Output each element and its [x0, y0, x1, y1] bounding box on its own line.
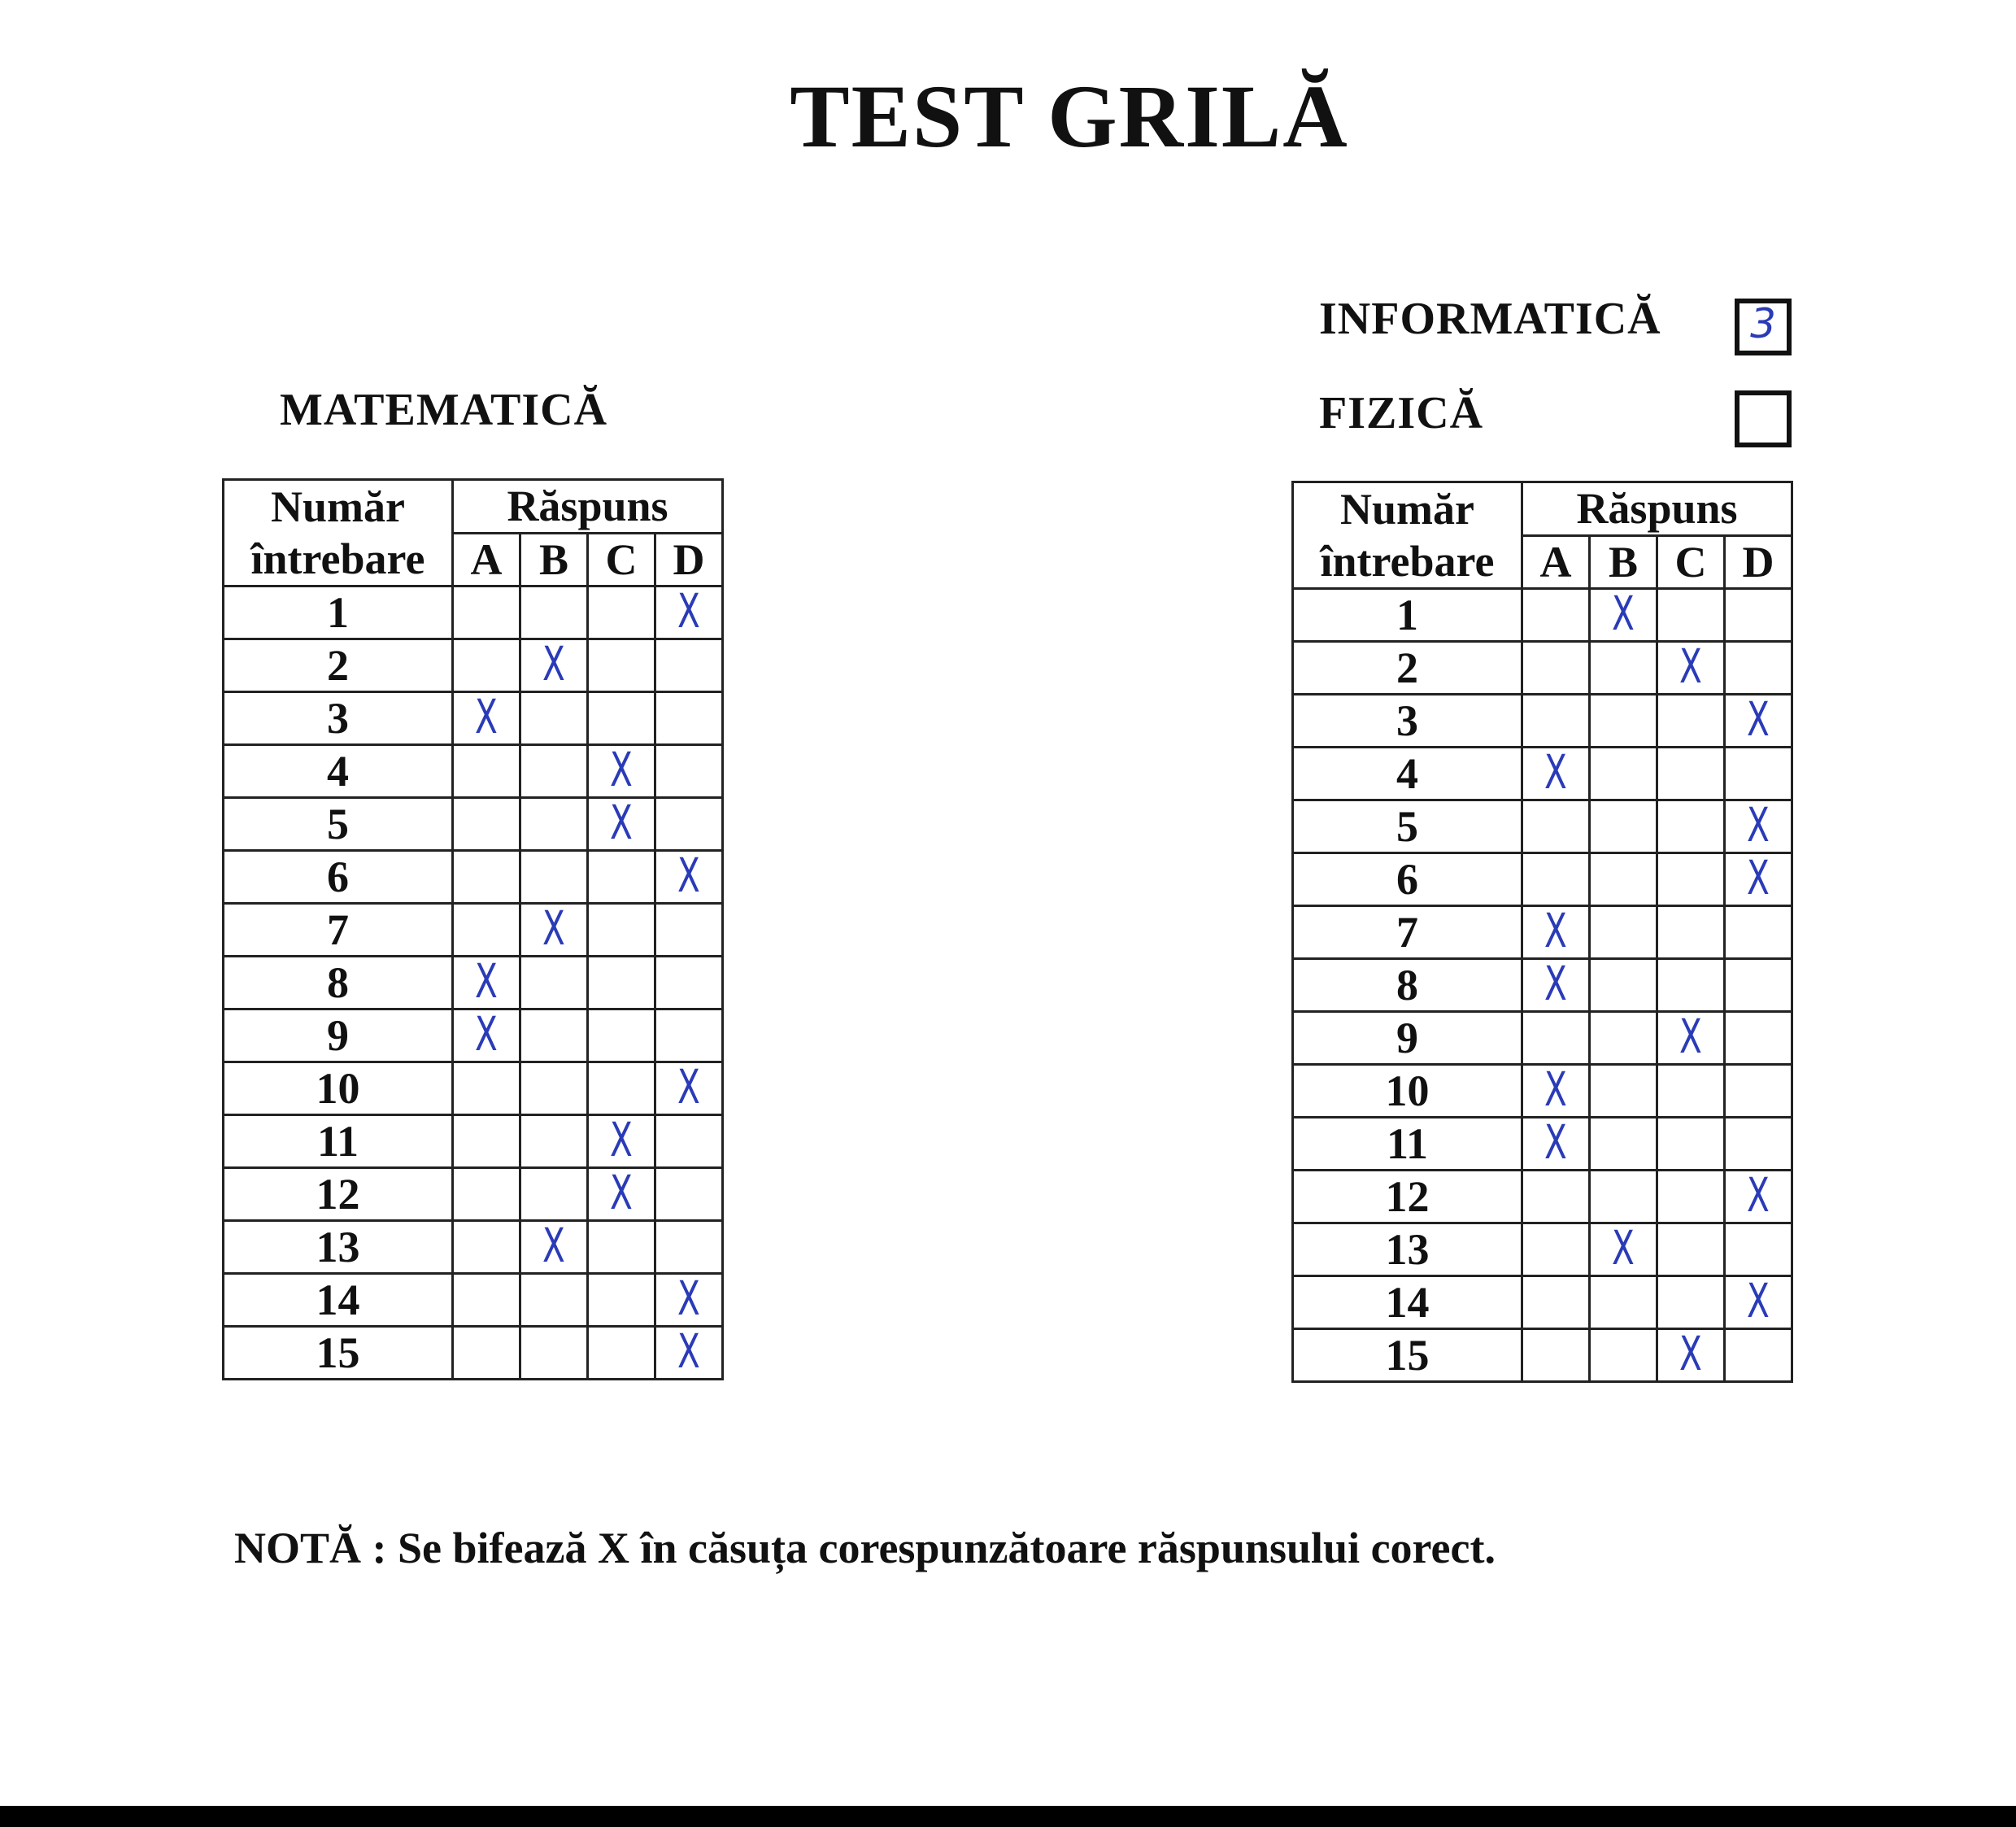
answer-cell-a[interactable]: [453, 639, 520, 692]
answer-cell-d[interactable]: [1725, 1223, 1792, 1276]
answer-cell-a[interactable]: [453, 1115, 520, 1168]
handwritten-x-mark: X: [677, 848, 700, 903]
answer-cell-b[interactable]: [520, 586, 588, 639]
handwritten-x-mark: X: [542, 1218, 565, 1273]
question-number: 3: [1293, 695, 1522, 748]
answer-cell-b[interactable]: [1590, 906, 1657, 959]
question-number: 8: [1293, 959, 1522, 1012]
answer-cell-c[interactable]: [1657, 695, 1725, 748]
question-number: 7: [224, 904, 453, 957]
answer-cell-d[interactable]: [1725, 959, 1792, 1012]
answer-row: [1293, 1223, 1792, 1276]
answer-cell-d[interactable]: [1725, 1012, 1792, 1065]
answer-cell-c[interactable]: [588, 1221, 655, 1274]
question-number: 14: [1293, 1276, 1522, 1329]
answer-cell-c[interactable]: [1657, 1276, 1725, 1329]
answer-cell-a[interactable]: [453, 1062, 520, 1115]
option-header-b: B: [1590, 535, 1657, 589]
answer-row: [224, 692, 723, 745]
answer-cell-a[interactable]: [1522, 1012, 1590, 1065]
handwritten-x-mark: X: [542, 636, 565, 691]
answer-cell-a[interactable]: [1522, 1223, 1590, 1276]
question-number: 11: [224, 1115, 453, 1168]
answer-cell-c[interactable]: [588, 1165, 655, 1221]
answer-cell-c[interactable]: [588, 795, 655, 851]
option-header-d: D: [655, 533, 723, 586]
option-header-a: A: [453, 533, 520, 586]
answer-cell-d[interactable]: [1725, 1273, 1792, 1329]
option-header-d: D: [1725, 535, 1792, 589]
answer-row: [224, 639, 723, 692]
answer-cell-c[interactable]: [1657, 959, 1725, 1012]
answer-cell-a[interactable]: [1522, 800, 1590, 853]
handwritten-x-mark: X: [1747, 797, 1770, 852]
question-number: 15: [224, 1327, 453, 1380]
answer-cell-d[interactable]: [1725, 797, 1792, 853]
answer-cell-b[interactable]: [1590, 695, 1657, 748]
question-number: 9: [224, 1009, 453, 1062]
handwritten-x-mark: X: [1544, 1062, 1567, 1117]
answer-cell-c[interactable]: [1657, 1118, 1725, 1171]
answer-cell-d[interactable]: [655, 798, 723, 851]
question-number: 4: [1293, 748, 1522, 800]
answer-cell-a[interactable]: [453, 745, 520, 798]
answer-cell-a[interactable]: [1522, 956, 1590, 1012]
answer-cell-d[interactable]: [655, 848, 723, 904]
question-number: 11: [1293, 1118, 1522, 1171]
answer-cell-c[interactable]: [1657, 1326, 1725, 1382]
answer-cell-a[interactable]: [453, 953, 520, 1009]
question-number: 12: [224, 1168, 453, 1221]
question-number: 14: [224, 1274, 453, 1327]
handwritten-x-mark: X: [542, 900, 565, 956]
answer-cell-b[interactable]: [520, 1062, 588, 1115]
answer-row: [224, 586, 723, 639]
answer-cell-c[interactable]: [588, 1062, 655, 1115]
answer-row: [224, 1327, 723, 1380]
answer-cell-b[interactable]: [520, 1115, 588, 1168]
answer-cell-a[interactable]: [1522, 1114, 1590, 1171]
answer-row: [1293, 1118, 1792, 1171]
answer-cell-b[interactable]: [1590, 959, 1657, 1012]
answer-cell-b[interactable]: [520, 745, 588, 798]
answer-cell-d[interactable]: [655, 692, 723, 745]
answer-cell-c[interactable]: [1657, 1009, 1725, 1065]
answer-cell-d[interactable]: [1725, 691, 1792, 748]
handwritten-x-mark: X: [677, 1059, 700, 1114]
fizica-label: FIZICĂ: [1319, 388, 1484, 438]
answer-row: [1293, 1276, 1792, 1329]
answer-cell-c[interactable]: [1657, 639, 1725, 695]
answer-cell-a[interactable]: [453, 1006, 520, 1062]
answer-cell-b[interactable]: [520, 636, 588, 692]
answer-row: [1293, 748, 1792, 800]
handwritten-x-mark: X: [475, 953, 498, 1009]
answer-cell-c[interactable]: [1657, 906, 1725, 959]
question-number-header: Număr întrebare: [1293, 482, 1522, 589]
answer-cell-c[interactable]: [588, 1274, 655, 1327]
answer-cell-a[interactable]: [1522, 1171, 1590, 1223]
answer-row: [1293, 642, 1792, 695]
informatica-checkbox-value: 3: [1750, 300, 1776, 347]
answer-cell-b[interactable]: [520, 1218, 588, 1274]
answer-cell-d[interactable]: [1725, 906, 1792, 959]
answer-row: [224, 1168, 723, 1221]
handwritten-x-mark: X: [1544, 744, 1567, 800]
handwritten-x-mark: X: [1679, 1009, 1702, 1064]
answer-cell-a[interactable]: [453, 798, 520, 851]
handwritten-x-mark: X: [475, 689, 498, 744]
handwritten-x-mark: X: [610, 742, 633, 797]
answer-cell-d[interactable]: [1725, 1329, 1792, 1382]
answer-cell-b[interactable]: [520, 798, 588, 851]
handwritten-x-mark: X: [610, 795, 633, 850]
answer-cell-d[interactable]: [655, 583, 723, 639]
answer-header: Răspuns: [453, 480, 723, 534]
answer-cell-d[interactable]: [655, 957, 723, 1009]
option-header-b: B: [520, 533, 588, 586]
option-header-c: C: [588, 533, 655, 586]
answer-cell-b[interactable]: [1590, 853, 1657, 906]
question-number: 10: [224, 1062, 453, 1115]
question-number: 15: [1293, 1329, 1522, 1382]
answer-cell-a[interactable]: [1522, 853, 1590, 906]
answer-cell-b[interactable]: [520, 957, 588, 1009]
answer-cell-d[interactable]: [655, 1009, 723, 1062]
answer-cell-d[interactable]: [655, 1271, 723, 1327]
answer-cell-c[interactable]: [588, 639, 655, 692]
question-number: 13: [1293, 1223, 1522, 1276]
handwritten-x-mark: X: [677, 1271, 700, 1326]
answer-row: [224, 1062, 723, 1115]
answer-cell-b[interactable]: [1590, 586, 1657, 642]
handwritten-x-mark: X: [610, 1112, 633, 1167]
answer-cell-c[interactable]: [1657, 748, 1725, 800]
answer-cell-a[interactable]: [1522, 1329, 1590, 1382]
question-number: 10: [1293, 1065, 1522, 1118]
answer-cell-d[interactable]: [1725, 1167, 1792, 1223]
answer-cell-c[interactable]: [588, 957, 655, 1009]
answer-cell-d[interactable]: [1725, 1118, 1792, 1171]
answer-cell-c[interactable]: [588, 1112, 655, 1168]
answer-cell-a[interactable]: [1522, 1062, 1590, 1118]
instruction-note: NOTĂ : Se bifează X în căsuța corespunzătoare răspunsului corect.: [234, 1524, 1496, 1572]
question-number: 5: [1293, 800, 1522, 853]
answer-cell-c[interactable]: [1657, 589, 1725, 642]
question-number: 13: [224, 1221, 453, 1274]
question-number: 5: [224, 798, 453, 851]
answer-cell-a[interactable]: [1522, 744, 1590, 800]
answer-cell-b[interactable]: [1590, 1012, 1657, 1065]
answer-cell-a[interactable]: [453, 586, 520, 639]
answer-row: [1293, 1065, 1792, 1118]
answer-header: Răspuns: [1522, 482, 1792, 536]
answer-cell-d[interactable]: [1725, 1065, 1792, 1118]
answer-cell-a[interactable]: [453, 1221, 520, 1274]
answer-cell-a[interactable]: [1522, 903, 1590, 959]
answer-cell-b[interactable]: [520, 851, 588, 904]
option-header-c: C: [1657, 535, 1725, 589]
answer-cell-b[interactable]: [1590, 642, 1657, 695]
answer-row: [224, 1115, 723, 1168]
answer-row: [224, 851, 723, 904]
answer-cell-c[interactable]: [1657, 800, 1725, 853]
informatica-answer-table: [1291, 481, 1793, 1383]
scan-edge: [0, 1806, 2016, 1827]
question-number: 8: [224, 957, 453, 1009]
answer-cell-a[interactable]: [1522, 642, 1590, 695]
question-number: 7: [1293, 906, 1522, 959]
answer-cell-a[interactable]: [453, 851, 520, 904]
handwritten-x-mark: X: [1544, 903, 1567, 958]
answer-cell-a[interactable]: [1522, 695, 1590, 748]
answer-cell-b[interactable]: [1590, 748, 1657, 800]
option-header-a: A: [1522, 535, 1590, 589]
answer-cell-b[interactable]: [520, 1009, 588, 1062]
answer-row: [224, 798, 723, 851]
answer-row: [1293, 1329, 1792, 1382]
matematica-label: MATEMATICĂ: [280, 385, 608, 435]
handwritten-x-mark: X: [1679, 639, 1702, 694]
answer-cell-c[interactable]: [588, 1009, 655, 1062]
handwritten-x-mark: X: [475, 1006, 498, 1062]
handwritten-x-mark: X: [1544, 956, 1567, 1011]
answer-row: [1293, 695, 1792, 748]
question-number: 1: [1293, 589, 1522, 642]
answer-cell-c[interactable]: [588, 1327, 655, 1380]
answer-cell-d[interactable]: [1725, 642, 1792, 695]
answer-cell-a[interactable]: [1522, 589, 1590, 642]
answer-cell-d[interactable]: [655, 1115, 723, 1168]
answer-row: [224, 904, 723, 957]
answer-cell-c[interactable]: [588, 904, 655, 957]
answer-cell-c[interactable]: [1657, 1065, 1725, 1118]
handwritten-x-mark: X: [677, 1323, 700, 1379]
answer-cell-b[interactable]: [1590, 800, 1657, 853]
informatica-checkbox[interactable]: [1735, 299, 1792, 355]
answer-cell-b[interactable]: [520, 692, 588, 745]
answer-cell-c[interactable]: [588, 586, 655, 639]
answer-cell-c[interactable]: [1657, 1171, 1725, 1223]
answer-cell-b[interactable]: [520, 900, 588, 957]
handwritten-x-mark: X: [1612, 586, 1635, 641]
page-title: TEST GRILĂ: [790, 67, 1349, 166]
answer-cell-b[interactable]: [520, 1168, 588, 1221]
answer-row: [224, 957, 723, 1009]
answer-cell-d[interactable]: [655, 1323, 723, 1380]
handwritten-x-mark: X: [610, 1165, 633, 1220]
answer-row: [224, 1009, 723, 1062]
answer-cell-b[interactable]: [1590, 1171, 1657, 1223]
answer-cell-b[interactable]: [1590, 1276, 1657, 1329]
question-number: 1: [224, 586, 453, 639]
question-number: 6: [1293, 853, 1522, 906]
answer-row: [1293, 853, 1792, 906]
answer-cell-d[interactable]: [655, 1168, 723, 1221]
answer-cell-b[interactable]: [1590, 1220, 1657, 1276]
answer-cell-a[interactable]: [453, 1327, 520, 1380]
answer-cell-d[interactable]: [1725, 850, 1792, 906]
answer-cell-c[interactable]: [1657, 1223, 1725, 1276]
matematica-answer-table: [222, 478, 724, 1380]
answer-cell-a[interactable]: [453, 1274, 520, 1327]
answer-cell-d[interactable]: [1725, 748, 1792, 800]
answer-cell-c[interactable]: [588, 742, 655, 798]
question-number-header: Număr întrebare: [224, 480, 453, 586]
fizica-checkbox[interactable]: [1735, 390, 1792, 447]
answer-row: [1293, 800, 1792, 853]
answer-row: [1293, 589, 1792, 642]
question-number: 12: [1293, 1171, 1522, 1223]
answer-cell-b[interactable]: [520, 1327, 588, 1380]
handwritten-x-mark: X: [1747, 1167, 1770, 1223]
question-number: 9: [1293, 1012, 1522, 1065]
answer-cell-b[interactable]: [1590, 1329, 1657, 1382]
answer-row: [224, 1274, 723, 1327]
question-number: 3: [224, 692, 453, 745]
answer-row: [224, 1221, 723, 1274]
answer-cell-b[interactable]: [1590, 1118, 1657, 1171]
answer-cell-d[interactable]: [655, 1059, 723, 1115]
handwritten-x-mark: X: [1747, 1273, 1770, 1328]
answer-cell-a[interactable]: [453, 904, 520, 957]
handwritten-x-mark: X: [677, 583, 700, 639]
answer-row: [1293, 959, 1792, 1012]
answer-cell-d[interactable]: [1725, 589, 1792, 642]
handwritten-x-mark: X: [1747, 850, 1770, 905]
answer-row: [1293, 1012, 1792, 1065]
answer-row: [1293, 906, 1792, 959]
question-number: 2: [224, 639, 453, 692]
handwritten-x-mark: X: [1612, 1220, 1635, 1275]
answer-cell-a[interactable]: [453, 689, 520, 745]
answer-cell-d[interactable]: [655, 745, 723, 798]
answer-row: [224, 745, 723, 798]
handwritten-x-mark: X: [1544, 1114, 1567, 1170]
answer-cell-a[interactable]: [453, 1168, 520, 1221]
answer-cell-d[interactable]: [655, 1221, 723, 1274]
answer-cell-a[interactable]: [1522, 1276, 1590, 1329]
handwritten-x-mark: X: [1747, 691, 1770, 747]
answer-cell-d[interactable]: [655, 639, 723, 692]
question-number: 6: [224, 851, 453, 904]
answer-cell-c[interactable]: [588, 692, 655, 745]
answer-cell-c[interactable]: [1657, 853, 1725, 906]
answer-cell-c[interactable]: [588, 851, 655, 904]
question-number: 4: [224, 745, 453, 798]
answer-row: [1293, 1171, 1792, 1223]
informatica-label: INFORMATICĂ: [1319, 294, 1661, 344]
answer-cell-d[interactable]: [655, 904, 723, 957]
question-number: 2: [1293, 642, 1522, 695]
handwritten-x-mark: X: [1679, 1326, 1702, 1381]
answer-cell-b[interactable]: [1590, 1065, 1657, 1118]
answer-cell-b[interactable]: [520, 1274, 588, 1327]
